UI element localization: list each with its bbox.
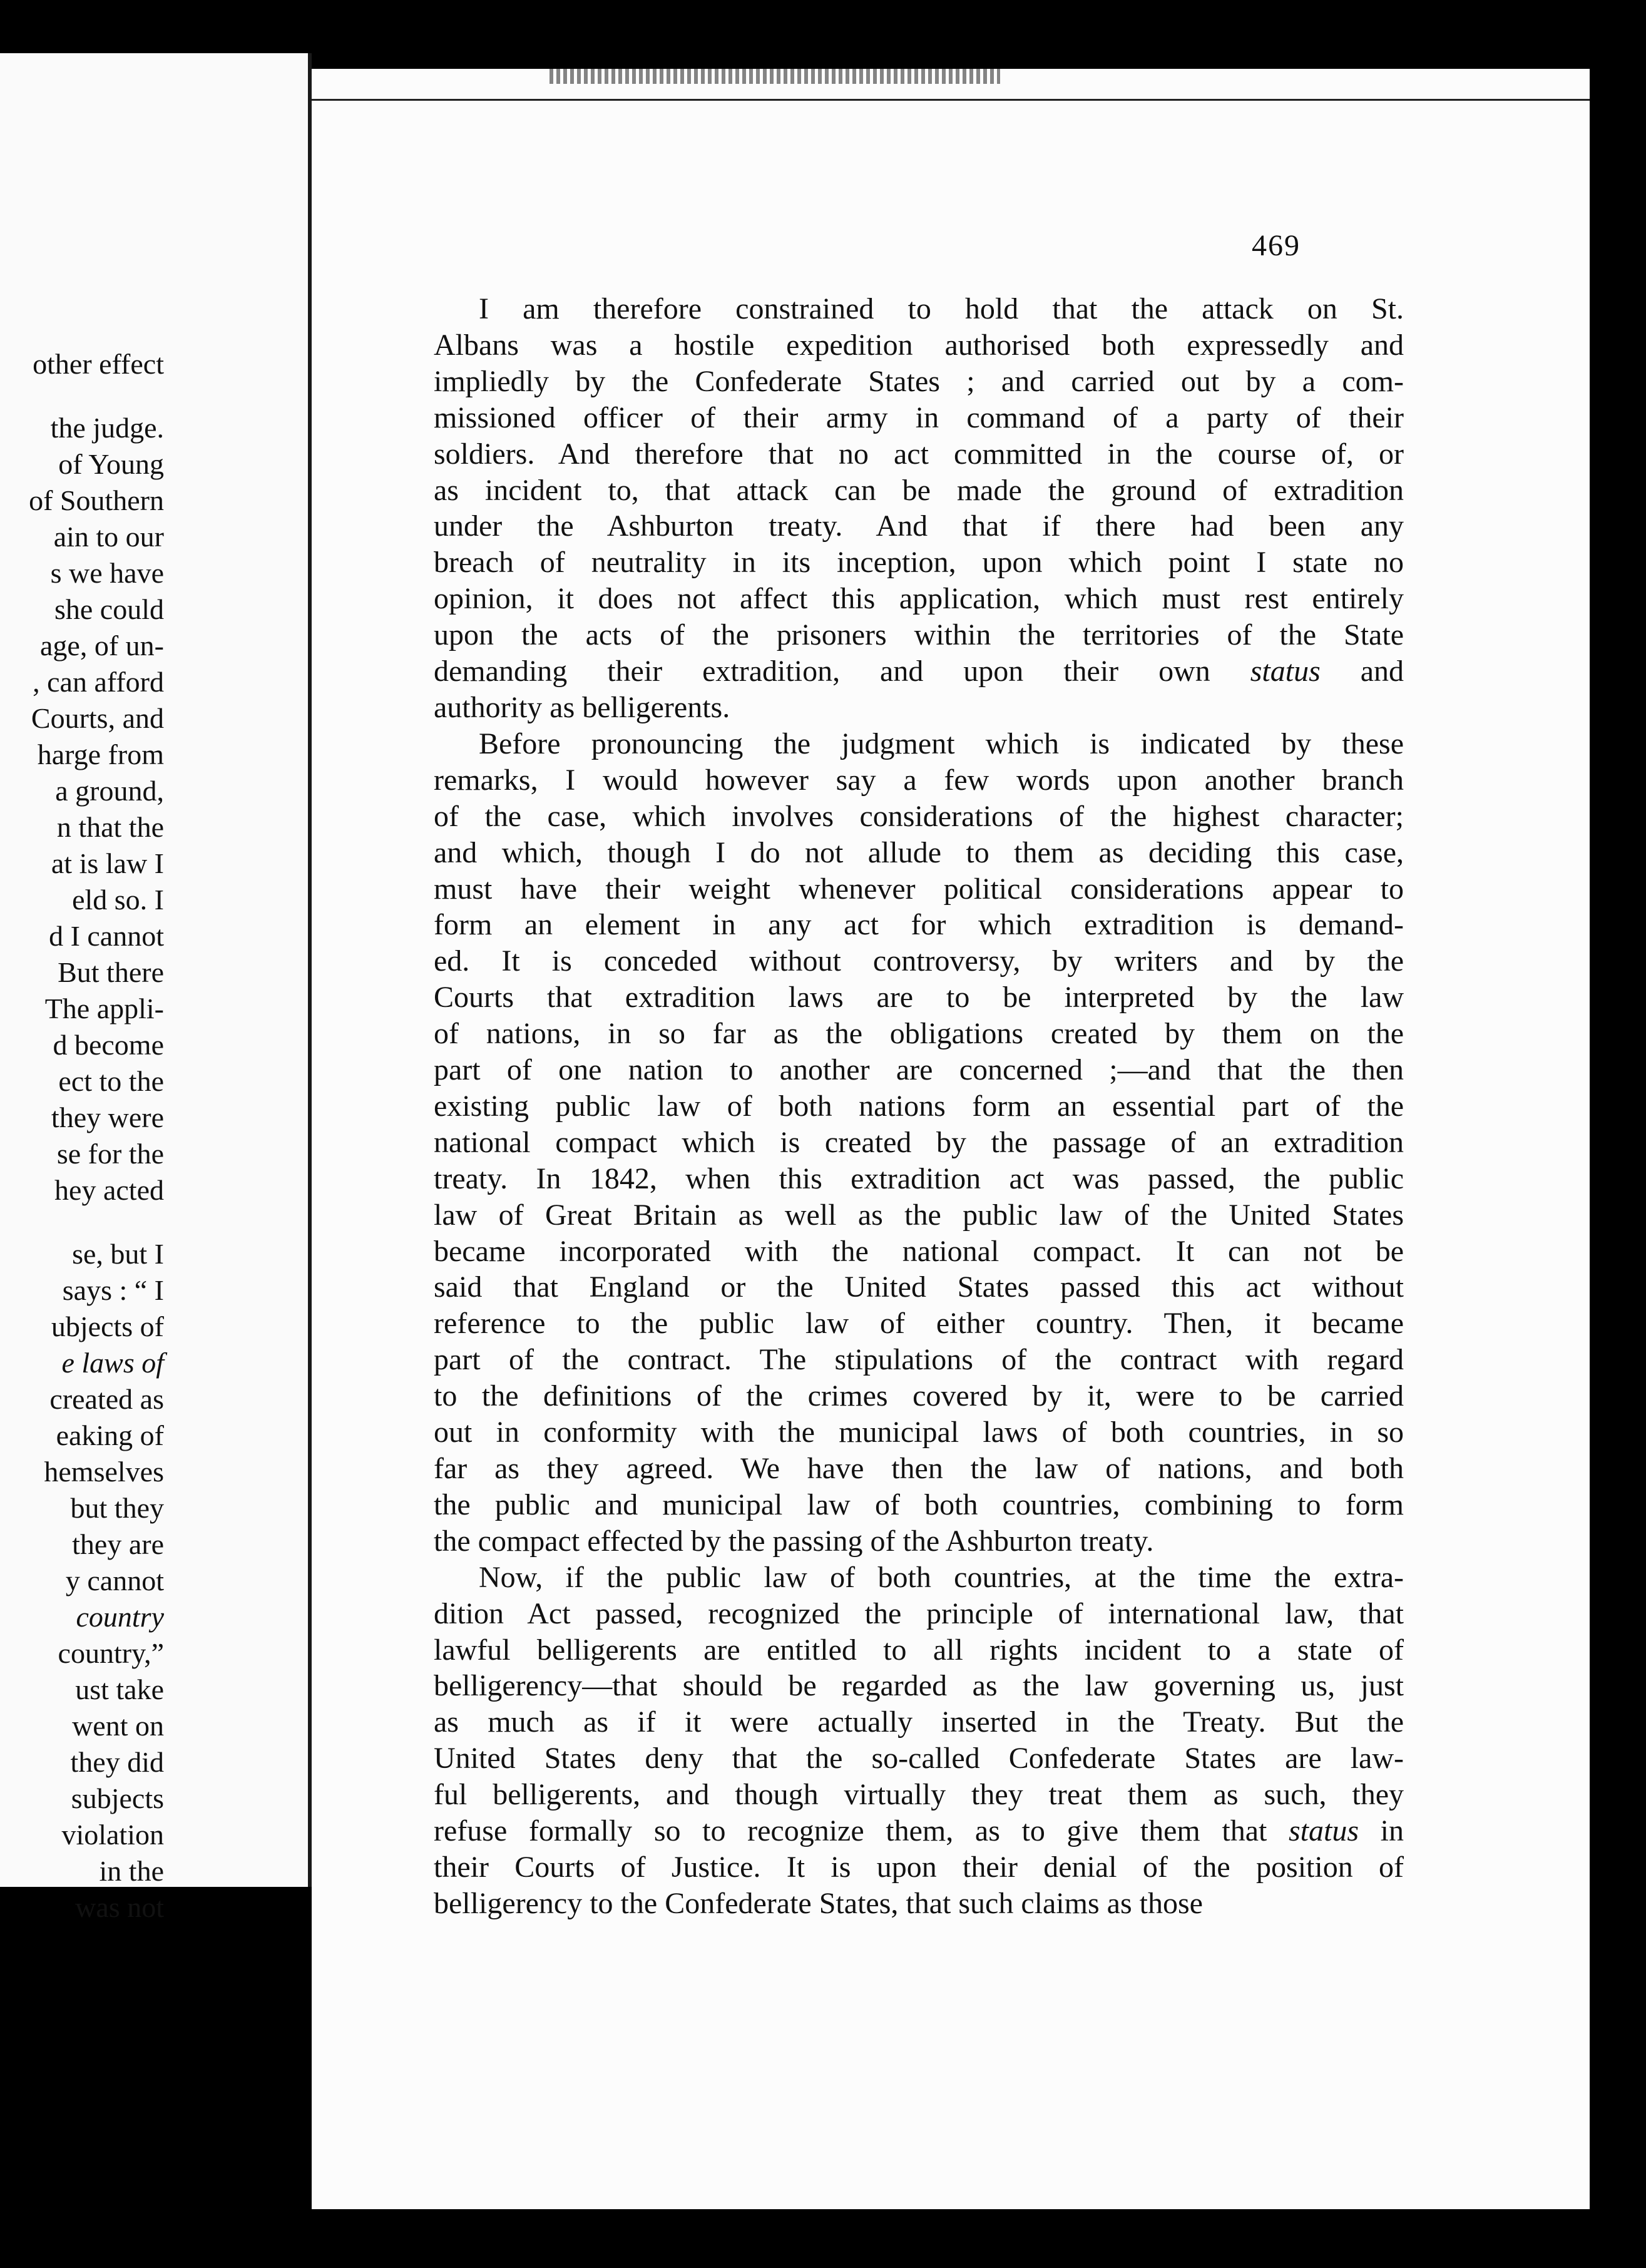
text-line: of nations, in so far as the obligations created by them on the xyxy=(434,1017,1404,1051)
text-line: United States deny that the so-called Confederate States are law- xyxy=(434,1742,1404,1775)
facing-page-line: But there xyxy=(58,956,164,988)
page-top-edge xyxy=(312,99,1590,101)
text-line: and which, though I do not allude to them as deciding this case, xyxy=(434,835,1404,869)
text-line: upon the acts of the prisoners within the territories of the State xyxy=(434,618,1404,652)
facing-page-line: ubjects of xyxy=(51,1310,164,1342)
text-line: of the case, which involves considerations of the highest character; xyxy=(434,799,1404,833)
paragraph xyxy=(434,291,1404,726)
text-line: far as they agreed. We have then the law of nations, and both xyxy=(434,1452,1404,1485)
text-line: remarks, I would however say a few words upon another branch xyxy=(434,763,1404,797)
facing-page-edge xyxy=(0,53,312,1923)
facing-page-line: was not xyxy=(75,1891,164,1923)
text-line: out in conformity with the municipal laws of both countries, in so xyxy=(434,1416,1404,1449)
text-line: under the Ashburton treaty. And that if there had been any xyxy=(434,509,1404,543)
facing-page-line: country xyxy=(76,1601,164,1633)
body-text xyxy=(434,291,1404,1922)
paragraph xyxy=(434,726,1404,1560)
facing-page-line: hey acted xyxy=(54,1174,164,1206)
text-line: part of the contract. The stipulations of the contract with regard xyxy=(434,1343,1404,1377)
text-line: I am therefore constrained to hold that the attack on St. xyxy=(479,292,1404,325)
facing-page-line: country,” xyxy=(58,1637,164,1669)
facing-page-line: ect to the xyxy=(58,1065,164,1097)
facing-page-line: Courts, and xyxy=(31,702,164,734)
facing-page-line: they did xyxy=(70,1746,164,1778)
facing-page-line: eaking of xyxy=(56,1419,164,1451)
text-line: must have their weight whenever political considerations appear to xyxy=(434,872,1404,906)
facing-page-line: e laws of xyxy=(61,1347,164,1379)
text-line: authority as belligerents. xyxy=(434,690,730,724)
facing-page-line: ain to our xyxy=(53,521,164,553)
text-line: ed. It is conceded without controversy, by writers and by the xyxy=(434,944,1404,978)
text-line: opinion, it does not affect this application, which must rest entirely xyxy=(434,582,1404,616)
text-line: dition Act passed, recognized the principle of international law, that xyxy=(434,1596,1404,1630)
facing-page-line: The appli- xyxy=(44,993,164,1024)
facing-page-line: in the xyxy=(99,1855,164,1887)
facing-page-line: at is law I xyxy=(51,847,164,879)
facing-page-line: eld so. I xyxy=(72,884,164,916)
text-line: national compact which is created by the passage of an extradition xyxy=(434,1125,1404,1159)
facing-page-line: ust take xyxy=(75,1673,164,1705)
text-line: demanding their extradition, and upon their own status and xyxy=(434,655,1404,688)
page-number: 469 xyxy=(1252,229,1301,262)
text-line: form an element in any act for which extradition is demand- xyxy=(434,908,1404,942)
text-line: soldiers. And therefore that no act committed in the course of, or xyxy=(434,437,1404,471)
facing-page-line: but they xyxy=(70,1492,164,1524)
facing-page-line: , can afford xyxy=(33,666,164,698)
facing-page-line: created as xyxy=(49,1383,164,1415)
facing-page-line: other effect xyxy=(33,348,164,380)
text-line: as much as if it were actually inserted in the Treaty. But the xyxy=(434,1705,1404,1739)
facing-page-gap xyxy=(0,1208,164,1236)
text-line: as incident to, that attack can be made the ground of extradition xyxy=(434,473,1404,507)
text-line: the public and municipal law of both countries, combining to form xyxy=(434,1488,1404,1521)
facing-page-line: d I cannot xyxy=(49,920,164,952)
text-line: said that England or the United States passed this act without xyxy=(434,1270,1404,1304)
facing-page-line: s we have xyxy=(50,557,164,589)
text-line: Courts that extradition laws are to be interpreted by the law xyxy=(434,981,1404,1014)
text-line: their Courts of Justice. It is upon their denial of the position of xyxy=(434,1850,1404,1884)
facing-page-line: hemselves xyxy=(44,1456,164,1488)
text-line: existing public law of both nations form an essential part of the xyxy=(434,1089,1404,1123)
facing-page-line: they were xyxy=(51,1101,164,1133)
text-line: the compact effected by the passing of the Ashburton treaty. xyxy=(434,1524,1154,1558)
text-line: refuse formally so to recognize them, as to give them that status in xyxy=(434,1814,1404,1848)
text-line: treaty. In 1842, when this extradition act was passed, the public xyxy=(434,1162,1404,1195)
facing-page-line: se, but I xyxy=(72,1238,164,1270)
text-line: breach of neutrality in its inception, upon which point I state no xyxy=(434,546,1404,580)
facing-page-line: age, of un- xyxy=(40,630,164,662)
facing-page-line: they are xyxy=(72,1528,164,1560)
paragraph xyxy=(434,1560,1404,1922)
text-line: belligerency to the Confederate States, that such claims as those xyxy=(434,1886,1203,1920)
facing-page-text xyxy=(0,346,164,1926)
text-line: lawful belligerents are entitled to all rights incident to a state of xyxy=(434,1633,1404,1667)
facing-page-line: violation xyxy=(61,1819,164,1851)
text-line: missioned officer of their army in command of a party of their xyxy=(434,401,1404,434)
facing-page-line: n that the xyxy=(56,811,164,843)
text-line: reference to the public law of either country. Then, it became xyxy=(434,1307,1404,1341)
text-line: to the definitions of the crimes covered by it, were to be carried xyxy=(434,1379,1404,1413)
facing-page-line: harge from xyxy=(37,738,164,770)
facing-page-line: the judge. xyxy=(50,412,164,444)
facing-page-line: of Young xyxy=(58,448,164,480)
text-line: law of Great Britain as well as the public law of the United States xyxy=(434,1198,1404,1232)
scan-artifact xyxy=(550,69,1000,84)
text-line: belligerency—that should be regarded as the law governing us, just xyxy=(434,1669,1404,1703)
facing-page-line: se for the xyxy=(56,1138,164,1170)
text-line: Albans was a hostile expedition authorised both expressedly and xyxy=(434,328,1404,362)
facing-page-line: subjects xyxy=(71,1782,164,1814)
main-page xyxy=(312,69,1590,2209)
text-line: impliedly by the Confederate States ; and carried out by a com- xyxy=(434,364,1404,398)
facing-page-line: of Southern xyxy=(29,484,164,516)
facing-page-line: says : “ I xyxy=(62,1274,164,1306)
text-line: became incorporated with the national compact. It can not be xyxy=(434,1234,1404,1268)
text-line: ful belligerents, and though virtually they treat them as such, they xyxy=(434,1778,1404,1812)
facing-page-line: she could xyxy=(54,593,164,625)
facing-page-line: went on xyxy=(72,1710,164,1742)
text-line: Before pronouncing the judgment which is indicated by these xyxy=(479,727,1404,760)
facing-page-line: a ground, xyxy=(55,775,164,807)
text-line: Now, if the public law of both countries, at the time the extra- xyxy=(479,1560,1404,1594)
facing-page-line: d become xyxy=(53,1029,164,1061)
facing-page-gap xyxy=(0,382,164,410)
text-line: part of one nation to another are concerned ;—and that the then xyxy=(434,1053,1404,1087)
facing-page-line: y cannot xyxy=(65,1565,164,1596)
